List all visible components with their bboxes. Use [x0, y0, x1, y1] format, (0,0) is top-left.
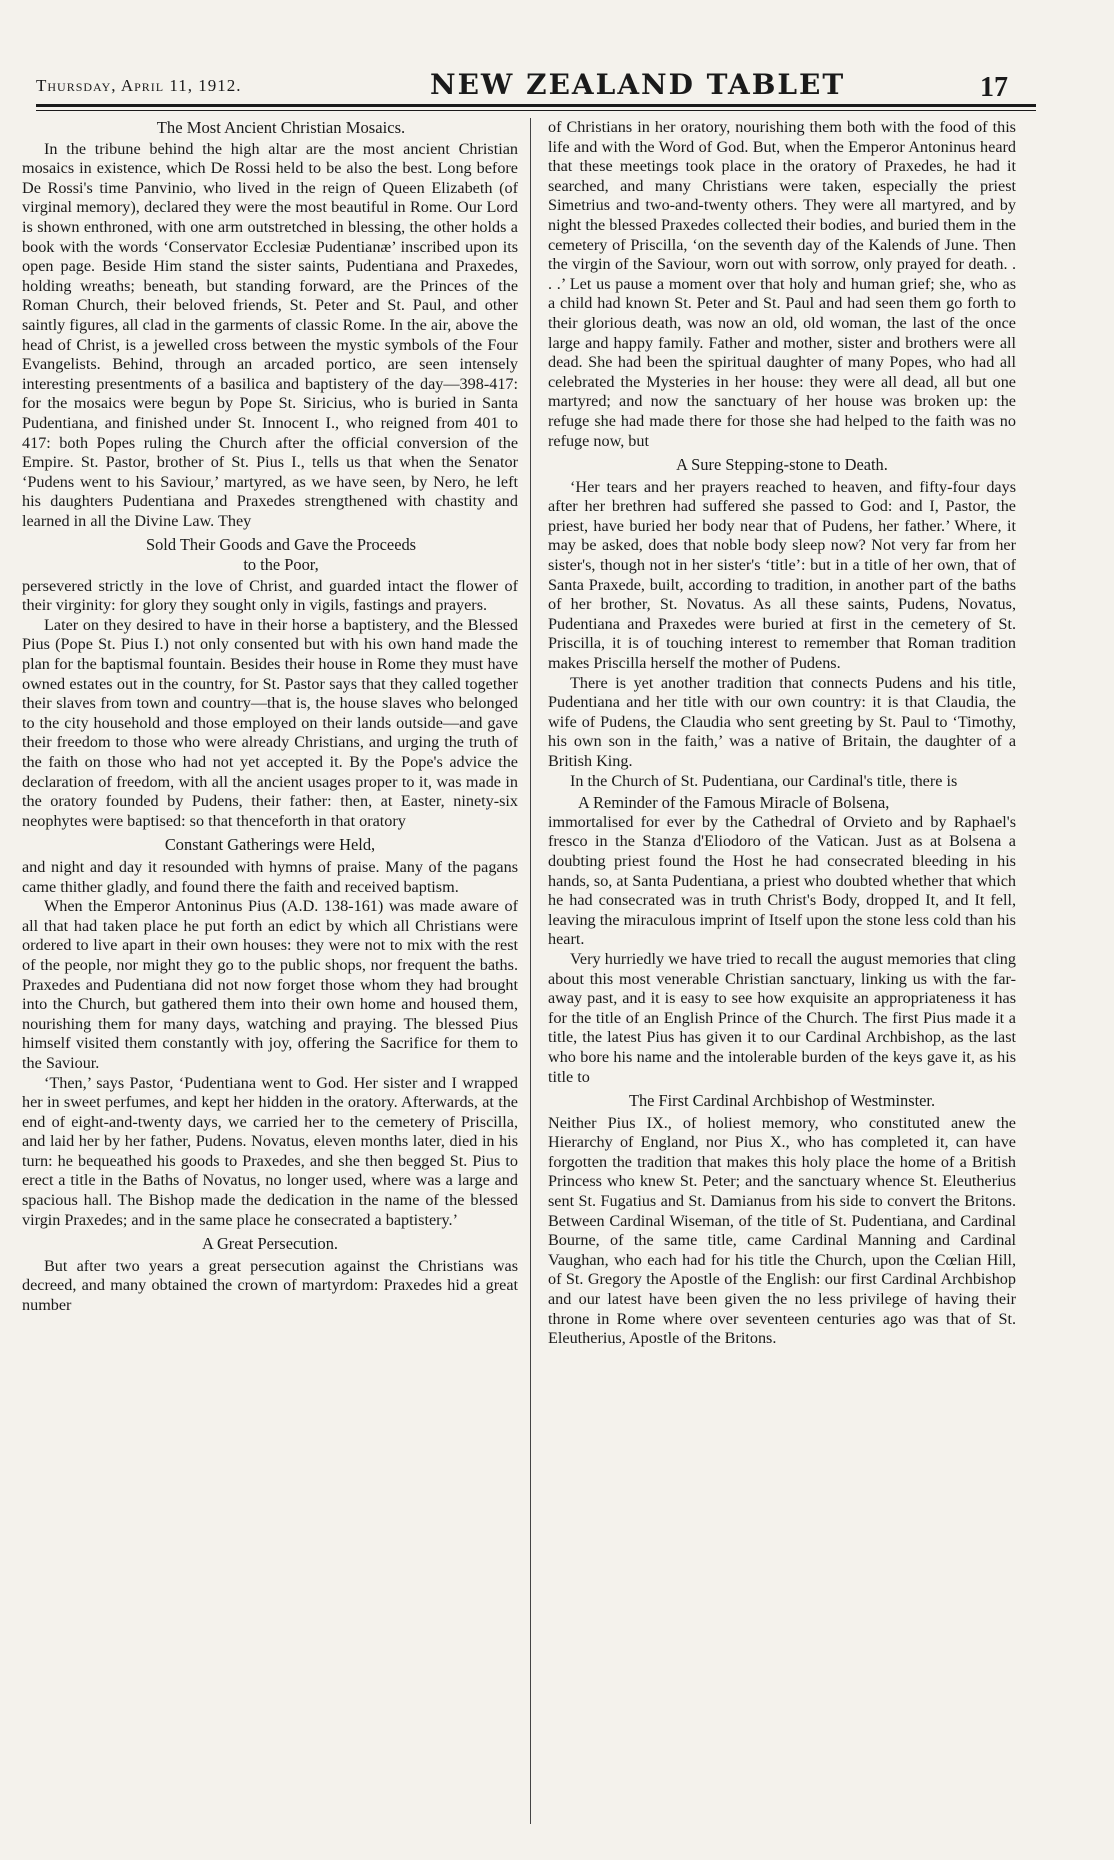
header-rule-thin — [36, 110, 1036, 111]
paragraph: Neither Pius IX., of holiest memory, who constituted anew the Hierarchy of England, nor Pius X., who has completed it, can have forgotten the tradition that makes this holy place the home of a British Princess who knew St. Peter; and the sanctuary whence St. Eleutherius sent St. Fugatius and St. Damianus from his side to convert the Britons. Between Cardinal Wiseman, of the title of St. Pudentiana, and Cardinal Bourne, of the same title, came Cardinal Manning and Cardinal Vaughan, who each had for his title the Church, upon the Cœlian Hill, of St. Gregory the Apostle of the English: our first Cardinal Archbishop and our latest have been given the no less privilege of having their throne in Rome where over seventeen centuries ago was that of St. Eleutherius, Apostle of the Britons. — [548, 1113, 1016, 1348]
header-rule — [36, 104, 1036, 107]
paragraph: immortalised for ever by the Cathedral of Orvieto and by Raphael's fresco in the Stanza d'Eliodoro of the Vatican. Just as at Bolsena a doubting priest found the Host he had consecrated bleeding in his hands, so, at Santa Pudentiana, a priest who doubted whether that which he had consecrated was in truth Christ's Body, dropped It, and It fell, leaving the miraculous imprint of Itself upon the stone less cold than his heart. — [548, 812, 1016, 949]
paragraph: When the Emperor Antoninus Pius (A.D. 138-161) was made aware of all that had taken place he put forth an edict by which all Christians were ordered to live apart in their own houses: they were not to mix with the rest of the people, nor might they go to the public shops, nor frequent the baths. Praxedes and Pudentiana did not now forget those whom they had brought into the Church, but gathered them into their own home and housed them, nourishing them for many days, watching and praying. The blessed Pius himself visited them constantly with joy, offering the Sacrifice for them to the Saviour. — [22, 897, 518, 1072]
subheading: A Reminder of the Famous Miracle of Bolsena, — [578, 793, 890, 813]
paragraph: In the tribune behind the high altar are the most ancient Christian mosaics in existence, which De Rossi held to be also the best. Long before De Rossi's time Panvinio, who lived in the reign of Queen Elizabeth (of virginal memory), declared they were the most beautiful in Rome. Our Lord is shown enthroned, with one arm outstretched in blessing, the other holds a book with the words ‘Conservator Ecclesiæ Pudentianæ’ inscribed upon its open page. Beside Him stand the sister saints, Pudentiana and Praxedes, holding wreaths; beneath, but standing forward, are the Princes of the Roman Church, their beloved friends, St. Peter and St. Paul, and other saintly figures, all clad in the garments of classic Rome. In the air, above the head of Christ, is a jewelled cross between the mystic symbols of the Four Evangelists. Behind, through an arcaded portico, are seen intensely interesting presentments of a basilica and baptistery of the day—398-417: for the mosaics were begun by Pope St. Siricius, who is buried in Santa Pudentiana, and finished under St. Innocent I., who reigned from 401 to 417: both Popes ruling the Church after the official conversion of the Empire. St. Pastor, brother of St. Pius I., tells us that when the Senator ‘Pudens went to his Saviour,’ martyred, as we have seen, by Nero, he left his daughters Pudentiana and Praxedes strengthened with chastity and learned in all the Divine Law. They — [22, 139, 518, 530]
issue-date: Thursday, April 11, 1912. — [36, 76, 242, 95]
left-column — [22, 118, 518, 1316]
paragraph: But after two years a great persecution against the Christians was decreed, and many obtained the crown of martyrdom: Praxedes hid a great number — [22, 1256, 518, 1315]
page-number: 17 — [980, 72, 1008, 103]
paragraph: In the Church of St. Pudentiana, our Cardinal's title, there is — [570, 771, 958, 790]
right-column — [548, 118, 1016, 1349]
article-title: The Most Ancient Christian Mosaics. — [156, 118, 406, 137]
paragraph: ‘Her tears and her prayers reached to heaven, and fifty-four days after her brethren had suffered she passed to God: and I, Pastor, the priest, have buried her body near that of Pudens, her father.’ Where, it may be asked, does that noble body sleep now? Not very far from her sister's, though not in her sister's ‘title’: but in a title of her own, that of Santa Praxede, built, according to tradition, in another part of the baths of her brother, St. Novatus. As all these saints, Pudens, Novatus, Pudentiana and Praxedes were buried at first in the cemetery of St. Priscilla, it is of touching interest to remember that Roman tradition makes Priscilla herself the mother of Pudens. — [548, 477, 1016, 673]
subheading-continued: to the Poor, — [243, 555, 319, 575]
page-header — [36, 66, 1036, 103]
masthead: NEW ZEALAND TABLET — [430, 68, 846, 101]
subheading: Sold Their Goods and Gave the Proceeds — [145, 535, 417, 555]
paragraph: Very hurriedly we have tried to recall the august memories that cling about this most venerable Christian sanctuary, linking us with the far-away past, and it is easy to see how exquisite an appropriateness it has for the title of an English Prince of the Church. The first Pius made it a title, the latest Pius has given it to our Cardinal Archbishop, as the last who bore his name and the intolerable burden of the keys gave it, as his title to — [548, 949, 1016, 1086]
paragraph: and night and day it resounded with hymns of praise. Many of the pagans came thither gladly, and found there the faith and received baptism. — [22, 857, 518, 896]
subheading: The First Cardinal Archbishop of Westminster. — [628, 1091, 936, 1111]
paragraph: of Christians in her oratory, nourishing them both with the food of this life and with the Word of God. But, when the Emperor Antoninus heard that these meetings took place in the oratory of Praxedes, he had it searched, and many Christians were taken, especially the priest Simetrius and two-and-twenty others. They were all martyred, and by night the blessed Praxedes collected their bodies, and buried them in the cemetery of Priscilla, ‘on the seventh day of the Kalends of June. Then the virgin of the Saviour, worn out with sorrow, only prayed for death. . . .’ Let us pause a moment over that holy and human grief; she, who as a child had known St. Peter and St. Paul and had seen them go forth to their glorious death, was now an old, old woman, the last of the once large and happy family. Father and mother, sister and brothers were all dead. She had been the spiritual daughter of many Popes, who had all celebrated the Mysteries in her house: they were all dead, all but one martyred; and now the sanctuary of her house was broken up: the refuge she had made there for those she had helped to the faith was no refuge now, but — [548, 118, 1016, 450]
subheading: A Sure Stepping-stone to Death. — [676, 455, 888, 475]
column-divider — [530, 118, 531, 1824]
paragraph: Later on they desired to have in their horse a baptistery, and the Blessed Pius (Pope St. Pius I.) not only consented but with his own hand made the plan for the baptismal fountain. Besides their house in Rome they must have owned estates out in the country, for St. Pastor says that they called together their slaves from town and country—that is, the house slaves who belonged to the city household and those employed on their lands outside—and gave their freedom to those who were already Christians, and urging the truth of the faith on those who had not yet accepted it. By the Pope's advice the declaration of freedom, with all the ancient usages proper to it, was made in the oratory founded by Pudens, their father: then, at Easter, ninety-six neophytes were baptised: so that thenceforth in that oratory — [22, 615, 518, 830]
paragraph: persevered strictly in the love of Christ, and guarded intact the flower of their virginity: for glory they sought only in vigils, fastings and prayers. — [22, 576, 518, 615]
paragraph: ‘Then,’ says Pastor, ‘Pudentiana went to God. Her sister and I wrapped her in sweet perfumes, and kept her hidden in the oratory. Afterwards, at the end of eight-and-twenty days, we carried her to the cemetery of Priscilla, and laid her by her father, Pudens. Novatus, eleven months later, died in his turn: he bequeathed his goods to Praxedes, and she then begged St. Pius to erect a title in the Baths of Novatus, no longer used, where was a large and spacious hall. The Bishop made the dedication in the name of the blessed virgin Praxedes; and in the same place he consecrated a baptistery.’ — [22, 1073, 518, 1229]
subheading: A Great Persecution. — [201, 1234, 339, 1254]
subheading: Constant Gatherings were Held, — [164, 835, 376, 855]
paragraph: There is yet another tradition that connects Pudens and his title, Pudentiana and her title with our own country: it is that Claudia, the wife of Pudens, the Claudia who sent greeting by St. Paul to ‘Timothy, his own son in the faith,’ was a native of Britain, the daughter of a British King. — [548, 673, 1016, 770]
